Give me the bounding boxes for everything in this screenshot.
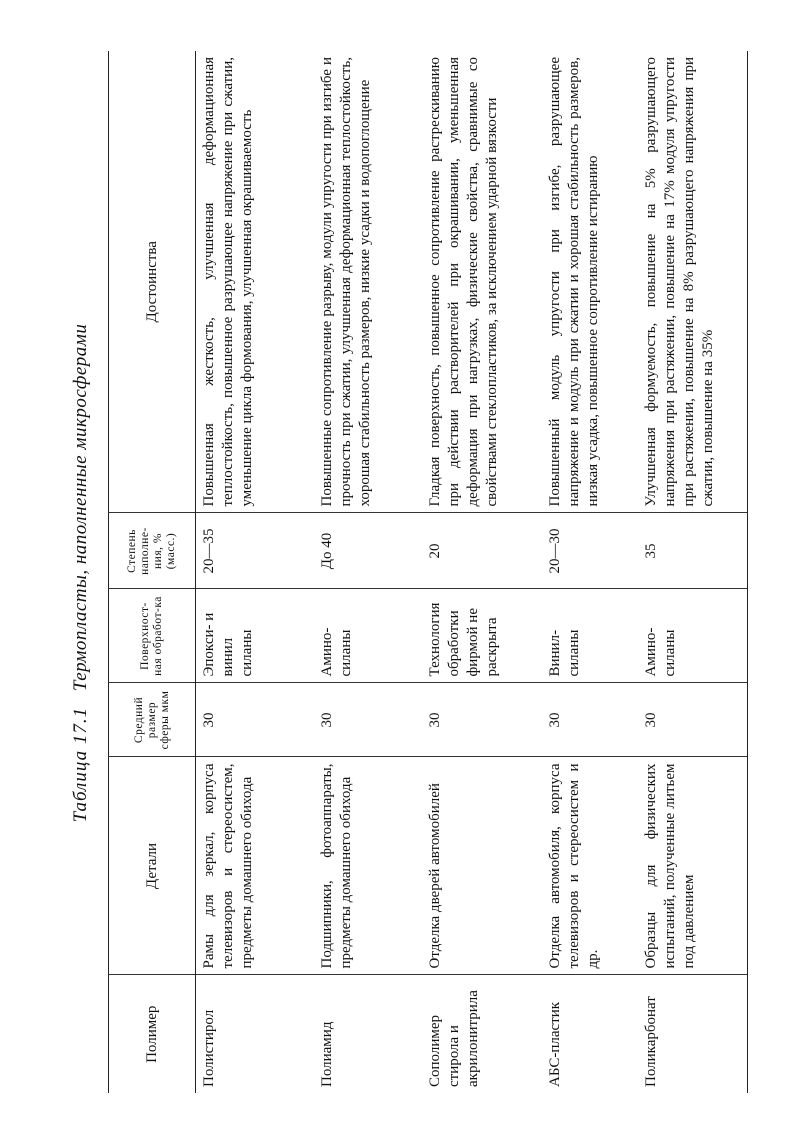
table-row — [314, 51, 422, 1093]
cell-size: 30 — [542, 683, 638, 757]
table-row — [422, 51, 542, 1093]
header-polymer: Полимер — [109, 975, 196, 1093]
cell-parts: Подшипники, фотоаппараты, предметы домашнего обихода — [314, 757, 422, 975]
cell-filling: 20—30 — [542, 513, 638, 589]
cell-polymer: АБС-пластик — [542, 975, 638, 1093]
cell-size: 30 — [638, 683, 748, 757]
cell-advantages: Повышенные сопротивление разрыву, модули упругости при изгибе и прочность при сжатии, улучшенная деформационная теплостойкость, хорошая стабильность размеров, низкие усадки и водопоглощение — [318, 57, 373, 507]
cell-filling: До 40 — [314, 513, 422, 589]
header-treatment: Поверхност-ная обработ-ка — [109, 589, 196, 683]
cell-advantages: Гладкая поверхность, повышенное сопротивление растрескиванию при действии растворителей при окрашивании, уменьшенная деформация при нагрузках, физические свойства, сравнимые со свойствами стеклопластиков, за исключением ударной вязкости — [426, 57, 500, 507]
cell-treatment: Винил-силаны — [542, 589, 638, 683]
table-number: Таблица 17.1 — [70, 706, 91, 823]
cell-size: 30 — [196, 683, 314, 757]
cell-size: 30 — [422, 683, 542, 757]
cell-filling: 20 — [422, 513, 542, 589]
cell-size: 30 — [314, 683, 422, 757]
cell-advantages: Повышенная жесткость, улучшенная деформационная теплостойкость, повышенное разрушающее напряжение при сжатии, уменьшение цикла формования, улучшенная окрашиваемость — [201, 57, 255, 507]
cell-parts: Отделка автомобиля, корпуса телевизоров и стереосистем и др. — [542, 757, 638, 975]
header-size: Средний размер сферы мкм — [109, 683, 196, 757]
cell-parts: Отделка дверей автомобилей — [422, 757, 542, 975]
cell-treatment: Технология обработки фирмой не раскрыта — [422, 589, 542, 683]
table-row — [638, 51, 748, 1093]
cell-parts: Образцы для физических испытаний, полученные литьем под давлением — [638, 757, 748, 975]
header-advantages: Достоинства — [109, 51, 196, 513]
table-title: Термопласты, наполненные микросферами — [70, 323, 91, 692]
table-caption — [70, 53, 92, 1093]
cell-treatment: Амино-силаны — [638, 589, 748, 683]
header-parts: Детали — [109, 757, 196, 975]
table-row — [196, 51, 314, 1093]
cell-treatment: Амино-силаны — [314, 589, 422, 683]
table-header-row — [109, 51, 196, 1093]
table-row — [542, 51, 638, 1093]
cell-advantages: Повышенный модуль упругости при изгибе, разрушающее напряжение и модуль при сжатии и хорошая стабильность размеров, низкая усадка, повышенное сопротивление истиранию — [546, 57, 601, 507]
cell-polymer: Поликарбонат — [638, 975, 748, 1093]
cell-polymer: Полиамид — [314, 975, 422, 1093]
cell-filling: 20—35 — [196, 513, 314, 589]
cell-polymer: Полистирол — [196, 975, 314, 1093]
cell-treatment: Эпокси- и винил силаны — [196, 589, 314, 683]
cell-parts: Рамы для зеркал, корпуса телевизоров и стереосистем, предметы домашнего обихода — [196, 757, 314, 975]
header-filling: Степень наполне-ния, % (масс.) — [109, 513, 196, 589]
data-table — [108, 51, 748, 1093]
cell-filling: 35 — [638, 513, 748, 589]
cell-advantages: Улучшенная формуемость, повышение на 5% разрушающего напряжения при растяжении, повышение на 17% модуля упругости при растяжении, повышение на 8% разрушающего напряжения при сжатии, повышение на 35% — [638, 51, 748, 513]
cell-polymer: Сополимер стирола и акрилонитрила — [422, 975, 542, 1093]
